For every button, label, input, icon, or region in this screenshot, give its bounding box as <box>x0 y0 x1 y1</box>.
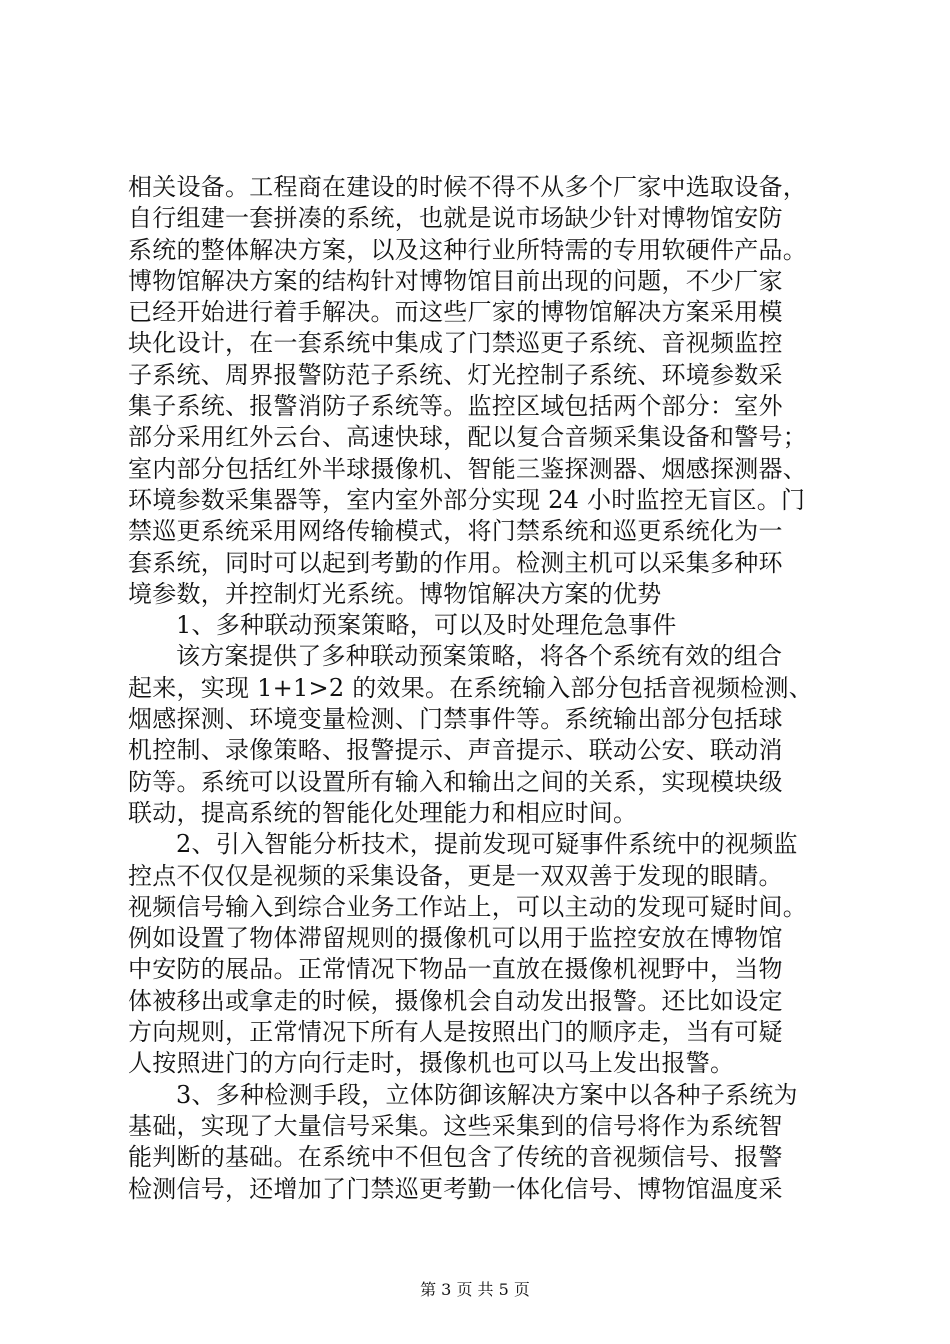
text-line: 系统的整体解决方案，以及这种行业所特需的专用软硬件产品。 <box>128 235 807 264</box>
section-heading: 2、引入智能分析技术，提前发现可疑事件系统中的视频监 <box>176 830 798 859</box>
text-line: 方向规则，正常情况下所有人是按照出门的顺序走，当有可疑 <box>128 1018 783 1047</box>
section-heading: 3、多种检测手段，立体防御该解决方案中以各种子系统为 <box>176 1080 798 1109</box>
text-line: 套系统，同时可以起到考勤的作用。检测主机可以采集多种环 <box>128 548 783 577</box>
text-line: 控点不仅仅是视频的采集设备，更是一双双善于发现的眼睛。 <box>128 861 783 890</box>
text-line: 联动，提高系统的智能化处理能力和相应时间。 <box>128 798 638 827</box>
paragraph-start-line: 该方案提供了多种联动预案策略，将各个系统有效的组合 <box>176 642 783 671</box>
text-line: 能判断的基础。在系统中不但包含了传统的音视频信号、报警 <box>128 1143 783 1172</box>
page-number-footer: 第 3 页 共 5 页 <box>420 1280 530 1299</box>
text-line: 集子系统、报警消防子系统等。监控区域包括两个部分：室外 <box>128 392 783 421</box>
text-line: 起来，实现 1+1>2 的效果。在系统输入部分包括音视频检测、 <box>128 673 814 702</box>
text-line: 自行组建一套拼凑的系统，也就是说市场缺少针对博物馆安防 <box>128 204 783 233</box>
text-line: 例如设置了物体滞留规则的摄像机可以用于监控安放在博物馆 <box>128 924 783 953</box>
text-line: 人按照进门的方向行走时，摄像机也可以马上发出报警。 <box>128 1049 735 1078</box>
text-line: 视频信号输入到综合业务工作站上，可以主动的发现可疑时间。 <box>128 892 807 921</box>
text-line: 中安防的展品。正常情况下物品一直放在摄像机视野中，当物 <box>128 955 783 984</box>
text-line: 禁巡更系统采用网络传输模式，将门禁系统和巡更系统化为一 <box>128 517 783 546</box>
text-line: 博物馆解决方案的结构针对博物馆目前出现的问题，不少厂家 <box>128 266 783 295</box>
text-line: 防等。系统可以设置所有输入和输出之间的关系，实现模块级 <box>128 767 783 796</box>
text-line: 机控制、录像策略、报警提示、声音提示、联动公安、联动消 <box>128 736 783 765</box>
text-line: 部分采用红外云台、高速快球，配以复合音频采集设备和警号； <box>128 423 807 452</box>
body-text <box>128 172 838 1205</box>
text-line: 相关设备。工程商在建设的时候不得不从多个厂家中选取设备， <box>128 173 807 201</box>
text-line: 基础，实现了大量信号采集。这些采集到的信号将作为系统智 <box>128 1111 783 1140</box>
text-line: 检测信号，还增加了门禁巡更考勤一体化信号、博物馆温度采 <box>128 1174 783 1203</box>
section-heading: 1、多种联动预案策略，可以及时处理危急事件 <box>176 611 677 640</box>
text-line: 子系统、周界报警防范子系统、灯光控制子系统、环境参数采 <box>128 360 783 389</box>
text-line: 烟感探测、环境变量检测、门禁事件等。系统输出部分包括球 <box>128 705 783 734</box>
text-line: 室内部分包括红外半球摄像机、智能三鉴探测器、烟感探测器、 <box>128 454 807 483</box>
text-line: 环境参数采集器等，室内室外部分实现 24 小时监控无盲区。门 <box>128 485 806 514</box>
text-line: 块化设计，在一套系统中集成了门禁巡更子系统、音视频监控 <box>128 329 783 358</box>
text-line: 已经开始进行着手解决。而这些厂家的博物馆解决方案采用模 <box>128 298 783 327</box>
text-line: 境参数，并控制灯光系统。博物馆解决方案的优势 <box>128 579 662 608</box>
text-line: 体被移出或拿走的时候，摄像机会自动发出报警。还比如设定 <box>128 986 783 1015</box>
